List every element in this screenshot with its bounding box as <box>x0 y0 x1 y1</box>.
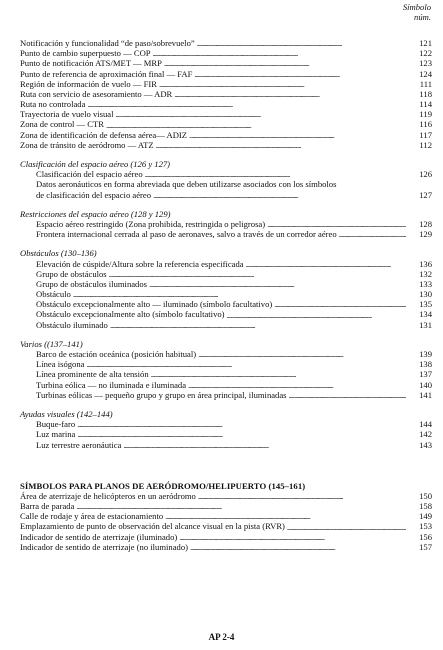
entry-symbol-number: 123 <box>419 58 432 69</box>
index-entry <box>20 511 432 521</box>
entry-symbol-number: 112 <box>419 139 432 150</box>
index-entry <box>20 369 432 379</box>
index-entry <box>20 289 432 299</box>
index-entry <box>20 140 432 150</box>
entry-label: Zona de tránsito de aeródromo — ATZ <box>20 139 154 150</box>
dot-leader <box>86 359 406 369</box>
dot-leader <box>109 269 406 279</box>
index-entry <box>20 219 432 229</box>
index-entry <box>20 440 432 450</box>
entry-label: Luz terrestre aeronáutica <box>36 439 122 450</box>
page-footer: AP 2-4 <box>208 632 235 642</box>
entry-label: Espacio aéreo restringido (Zona prohibida, restringida o peligrosa) <box>36 218 266 229</box>
dot-leader <box>159 79 406 89</box>
entry-label: Grupo de obstáculos <box>36 268 107 279</box>
entry-label: Turbinas eólicas — pequeño grupo y grupo en área principal, iluminadas <box>36 389 287 400</box>
index-entry <box>20 279 432 289</box>
entry-label: Ruta con servicio de asesoramiento — ADR <box>20 88 173 99</box>
dot-leader <box>73 289 406 299</box>
index-entry-multiline <box>20 179 432 199</box>
dot-leader <box>179 532 406 542</box>
section-heading-ayudas: Ayudas visuales (142–144) <box>20 409 113 419</box>
entry-symbol-number: 157 <box>419 541 432 552</box>
entry-symbol-number: 156 <box>419 531 432 542</box>
section-heading-restricciones: Restricciones del espacio aéreo (128 y 129) <box>20 208 171 219</box>
entry-symbol-number: 144 <box>419 419 432 430</box>
entry-symbol-number: 129 <box>419 229 432 240</box>
index-entry <box>20 130 432 140</box>
entry-symbol-number: 114 <box>419 99 432 110</box>
entry-symbol-number: 122 <box>419 48 432 59</box>
entry-symbol-number: 153 <box>419 521 432 532</box>
index-entry <box>20 58 432 68</box>
entry-symbol-number: 121 <box>419 37 432 48</box>
index-entry <box>20 429 432 439</box>
entry-label: de clasificación del espacio aéreo <box>36 189 151 200</box>
dot-leader <box>165 511 406 521</box>
entry-symbol-number: 142 <box>419 429 432 440</box>
entry-label: Barco de estación oceánica (posición habitual) <box>36 349 197 360</box>
entry-label: Notificación y funcionalidad “de paso/sobrevuelo” <box>20 37 195 48</box>
index-entry <box>20 522 432 532</box>
column-header <box>391 2 431 22</box>
index-entry <box>20 299 432 309</box>
index-entry <box>20 109 432 119</box>
dot-leader <box>153 48 406 58</box>
index-entry <box>20 38 432 48</box>
entry-label: Trayectoria de vuelo visual <box>20 109 114 120</box>
entry-label: Frontera internacional cerrada al paso de aeronaves, salvo a través de un corredor aéreo <box>36 229 337 240</box>
dot-leader <box>274 299 406 309</box>
entry-label: Grupo de obstáculos iluminados <box>36 278 147 289</box>
dot-leader <box>149 279 406 289</box>
index-entry <box>20 491 432 501</box>
entry-label: Barra de parada <box>20 501 75 512</box>
dot-leader <box>77 419 406 429</box>
index-content <box>20 38 432 552</box>
dot-leader <box>190 542 406 552</box>
entry-symbol-number: 149 <box>419 511 432 522</box>
index-entry <box>20 169 432 179</box>
entry-label: Punto de cambio superpuesto — COP <box>20 48 151 59</box>
dot-leader <box>77 429 406 439</box>
dot-leader <box>289 390 406 400</box>
dot-leader <box>194 69 406 79</box>
entry-symbol-number: 141 <box>419 389 432 400</box>
index-entry <box>20 269 432 279</box>
dot-leader <box>287 522 406 532</box>
dot-leader <box>87 99 406 109</box>
entry-label: Ruta no controlada <box>20 99 86 110</box>
entry-symbol-number: 133 <box>419 278 432 289</box>
index-entry <box>20 501 432 511</box>
index-entry <box>20 419 432 429</box>
dot-leader <box>145 169 406 179</box>
entry-symbol-number: 116 <box>419 119 432 130</box>
entry-symbol-number: 127 <box>419 189 432 200</box>
dot-leader <box>188 380 406 390</box>
dot-leader <box>174 89 406 99</box>
entry-label: Área de aterrizaje de helicópteros en un aeródromo <box>20 490 196 501</box>
dot-leader <box>198 491 406 501</box>
dot-leader <box>246 259 406 269</box>
index-entry <box>20 69 432 79</box>
entry-label: Obstáculo iluminado <box>36 319 108 330</box>
entry-symbol-number: 124 <box>419 68 432 79</box>
entry-symbol-number: 150 <box>419 490 432 501</box>
section-heading-obstaculos: Obstáculos (130–136) <box>20 248 97 259</box>
entry-symbol-number: 138 <box>419 359 432 370</box>
entry-label: Indicador de sentido de aterrizaje (iluminado) <box>20 531 178 542</box>
entry-symbol-number: 117 <box>419 129 432 140</box>
entry-symbol-number: 132 <box>419 268 432 279</box>
index-entry <box>20 229 432 239</box>
entry-symbol-number: 137 <box>419 369 432 380</box>
entry-symbol-number: 134 <box>419 309 432 320</box>
dot-leader <box>115 109 406 119</box>
entry-label: Calle de rodaje y área de estacionamiento <box>20 511 164 522</box>
entry-label: Obstáculo excepcionalmente alto (símbolo facultativo) <box>36 309 225 320</box>
entry-label: Luz marina <box>36 429 76 440</box>
entry-line2 <box>36 190 432 200</box>
dot-leader <box>267 219 406 229</box>
entry-label: Punto de notificación ATS/MET — MRP <box>20 58 162 69</box>
entry-label: Punto de referencia de aproximación final — FAF <box>20 68 193 79</box>
column-header-line2: núm. <box>414 12 431 22</box>
entry-label: Región de información de vuelo — FIR <box>20 78 157 89</box>
index-entry <box>20 390 432 400</box>
index-entry <box>20 380 432 390</box>
entry-symbol-number: 126 <box>419 169 432 180</box>
entry-label: Turbina eólica — no iluminada e iluminada <box>36 379 187 390</box>
entry-symbol-number: 119 <box>419 109 432 120</box>
entry-label: Obstáculo <box>36 289 71 300</box>
entry-symbol-number: 131 <box>419 319 432 330</box>
entry-symbol-number: 118 <box>419 88 432 99</box>
dot-leader <box>198 349 406 359</box>
section-heading-aerodromo: SÍMBOLOS PARA PLANOS DE AERÓDROMO/HELIPUERTO (145–161) <box>20 480 306 491</box>
dot-leader <box>189 130 406 140</box>
entry-label: Indicador de sentido de aterrizaje (no iluminado) <box>20 541 188 552</box>
dot-leader <box>339 229 406 239</box>
index-entry <box>20 532 432 542</box>
entry-symbol-number: 158 <box>419 501 432 512</box>
section-heading-clasificacion: Clasificación del espacio aéreo (126 y 127) <box>20 159 171 170</box>
entry-label: Emplazamiento de punto de observación del alcance visual en la pista (RVR) <box>20 521 285 532</box>
index-entry <box>20 359 432 369</box>
entry-label: Obstáculo excepcionalmente alto — iluminado (símbolo facultativo) <box>36 299 273 310</box>
index-entry <box>20 89 432 99</box>
entry-symbol-number: 130 <box>419 289 432 300</box>
dot-leader <box>106 120 406 130</box>
entry-label: Zona de control — CTR <box>20 119 105 130</box>
index-entry <box>20 310 432 320</box>
dot-leader <box>164 58 406 68</box>
index-entry <box>20 48 432 58</box>
entry-symbol-number: 111 <box>419 78 432 89</box>
entry-label: Elevación de cúspide/Altura sobre la referencia especificada <box>36 258 244 269</box>
entry-label: Buque-faro <box>36 419 76 430</box>
dot-leader <box>156 140 406 150</box>
entry-symbol-number: 136 <box>419 258 432 269</box>
entry-label: Línea isógona <box>36 359 85 370</box>
entry-label: Zona de identificación de defensa aérea— ADIZ <box>20 129 188 140</box>
dot-leader <box>227 310 406 320</box>
section-heading-varios: Varios ((137–141) <box>20 338 83 349</box>
dot-leader <box>76 501 406 511</box>
dot-leader <box>153 190 406 200</box>
index-entry <box>20 79 432 89</box>
entry-line1: Datos aeronáuticos en forma abreviada que deben utilizarse asociados con los símbolos <box>36 179 337 190</box>
entry-label: Línea prominente de alta tensión <box>36 369 149 380</box>
entry-symbol-number: 140 <box>419 379 432 390</box>
index-entry <box>20 259 432 269</box>
entry-label: Clasificación del espacio aéreo <box>36 169 143 180</box>
dot-leader <box>197 38 406 48</box>
entry-symbol-number: 128 <box>419 218 432 229</box>
index-entry <box>20 320 432 330</box>
dot-leader <box>151 369 406 379</box>
index-entry <box>20 120 432 130</box>
entry-symbol-number: 139 <box>419 349 432 360</box>
index-entry <box>20 99 432 109</box>
dot-leader <box>110 320 406 330</box>
entry-symbol-number: 143 <box>419 439 432 450</box>
index-entry <box>20 542 432 552</box>
dot-leader <box>123 440 406 450</box>
column-header-line1: Símbolo <box>402 2 431 12</box>
entry-symbol-number: 135 <box>419 299 432 310</box>
index-entry <box>20 349 432 359</box>
